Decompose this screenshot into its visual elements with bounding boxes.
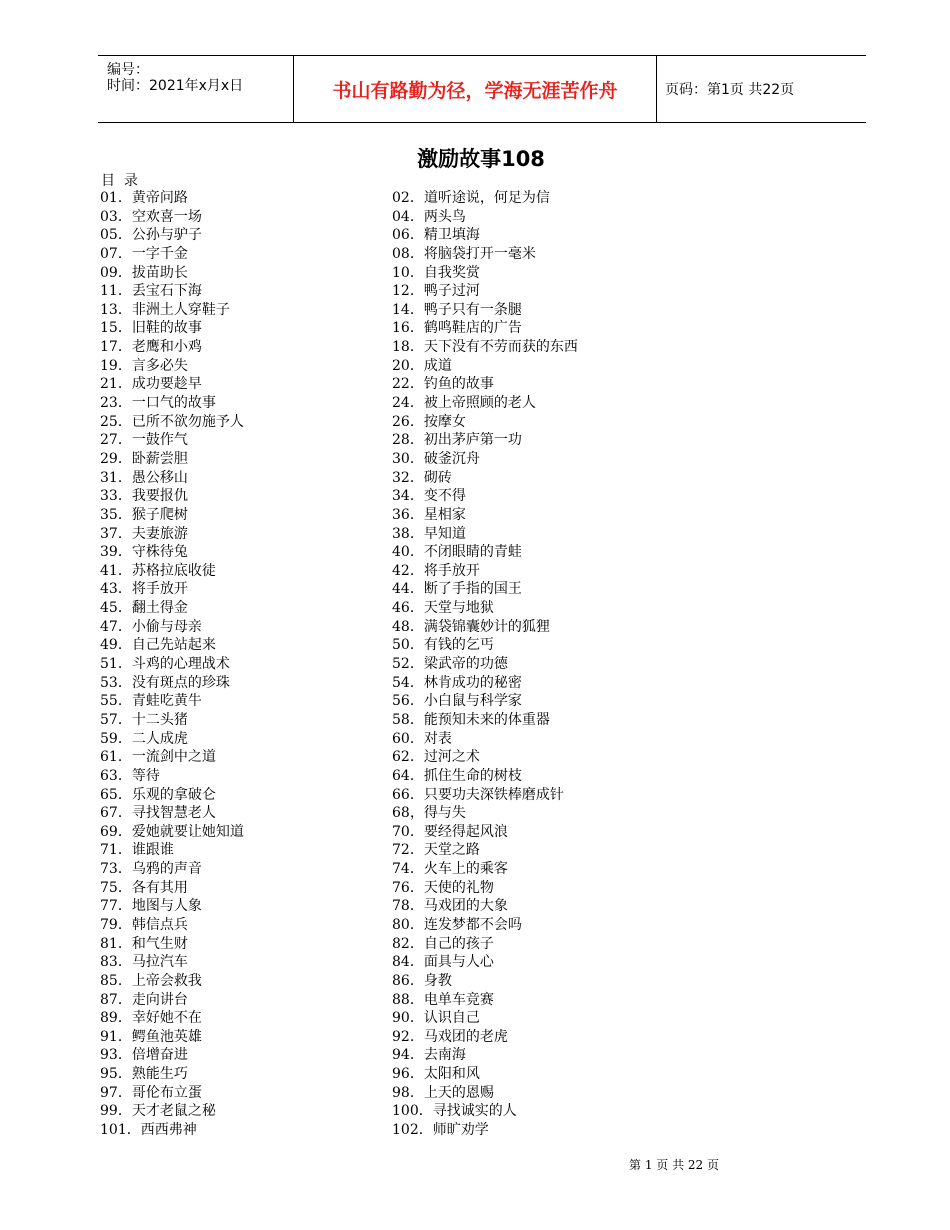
toc-item: 54．林肯成功的秘密 xyxy=(392,674,522,691)
toc-item: 93．倍增奋进 xyxy=(100,1047,188,1064)
toc-item: 12．鸭子过河 xyxy=(392,283,480,300)
toc-item: 44．断了手指的国王 xyxy=(392,581,522,598)
toc-item: 29．卧薪尝胆 xyxy=(100,450,188,467)
toc-item: 08．将脑袋打开一毫米 xyxy=(392,245,536,262)
toc-item: 22．钓鱼的故事 xyxy=(392,376,494,393)
toc-item: 19．言多必失 xyxy=(100,357,188,374)
header-meta-cell xyxy=(98,56,293,122)
toc-item: 30．破釜沉舟 xyxy=(392,450,480,467)
toc-item: 14．鸭子只有一条腿 xyxy=(392,301,522,318)
toc-right-column xyxy=(392,189,812,1140)
toc-item: 46．天堂与地狱 xyxy=(392,600,494,617)
toc-item: 13．非洲土人穿鞋子 xyxy=(100,301,230,318)
toc-item: 34．变不得 xyxy=(392,488,466,505)
toc-item: 07．一字千金 xyxy=(100,245,188,262)
toc-item: 88．电单车竞赛 xyxy=(392,991,494,1008)
toc-item: 39．守株待兔 xyxy=(100,544,188,561)
header-page-info: 页码：第1页 共22页 xyxy=(665,82,795,98)
toc-item: 89．幸好她不在 xyxy=(100,1010,202,1027)
toc-item: 37．夫妻旅游 xyxy=(100,525,188,542)
toc-item: 27．一鼓作气 xyxy=(100,432,188,449)
toc-item: 52．梁武帝的功德 xyxy=(392,656,508,673)
toc-item: 58．能预知未来的体重器 xyxy=(392,711,550,728)
toc-item: 74．火车上的乘客 xyxy=(392,861,508,878)
toc-left-column xyxy=(100,189,380,1140)
toc-item: 47．小偷与母亲 xyxy=(100,618,202,635)
toc-item: 25．已所不欲勿施予人 xyxy=(100,413,244,430)
toc-item: 41．苏格拉底收徒 xyxy=(100,562,216,579)
toc-item: 83．马拉汽车 xyxy=(100,954,188,971)
toc-item: 102．师旷劝学 xyxy=(392,1122,489,1139)
toc-item: 60．对表 xyxy=(392,730,452,747)
toc-item: 49．自己先站起来 xyxy=(100,637,216,654)
toc-item: 01．黄帝问路 xyxy=(100,190,188,206)
document-code-label: 编号： xyxy=(107,62,149,78)
toc-item: 80．连发梦都不会吗 xyxy=(392,916,522,933)
toc-item: 76．天使的礼物 xyxy=(392,879,494,896)
page-footer: 第 1 页 共 22 页 xyxy=(629,1158,719,1172)
toc-item: 32．砌砖 xyxy=(392,469,452,486)
toc-item: 85．上帝会救我 xyxy=(100,972,202,989)
toc-item: 21．成功要趁早 xyxy=(100,376,202,393)
toc-item: 71．谁跟谁 xyxy=(100,842,174,859)
toc-item: 73．乌鸦的声音 xyxy=(100,861,202,878)
toc-item: 20．成道 xyxy=(392,357,452,374)
document-title: 激励故事108 xyxy=(417,147,545,171)
toc-item: 31．愚公移山 xyxy=(100,469,188,486)
toc-item: 77．地图与人象 xyxy=(100,898,202,915)
toc-item: 09．拔苗助长 xyxy=(100,264,188,281)
toc-item: 92．马戏团的老虎 xyxy=(392,1028,508,1045)
toc-item: 63．等待 xyxy=(100,767,160,784)
toc-item: 55．青蛙吃黄牛 xyxy=(100,693,202,710)
toc-item: 72．天堂之路 xyxy=(392,842,480,859)
toc-item: 23．一口气的故事 xyxy=(100,395,216,412)
toc-item: 65．乐观的拿破仑 xyxy=(100,786,216,803)
toc-item: 90．认识自己 xyxy=(392,1010,480,1027)
toc-item: 70．要经得起风浪 xyxy=(392,823,508,840)
toc-item: 68，得与失 xyxy=(392,805,466,822)
toc-item: 18．天下没有不劳而获的东西 xyxy=(392,339,578,356)
toc-item: 75．各有其用 xyxy=(100,879,188,896)
toc-item: 24．被上帝照顾的老人 xyxy=(392,395,536,412)
toc-item: 59．二人成虎 xyxy=(100,730,188,747)
toc-item: 91．鳄鱼池英雄 xyxy=(100,1028,202,1045)
toc-heading: 目 录 xyxy=(101,173,138,189)
toc-item: 98．上天的恩赐 xyxy=(392,1084,494,1101)
toc-item: 36．星相家 xyxy=(392,506,466,523)
toc-item: 10．自我奖赏 xyxy=(392,264,480,281)
header-page-cell xyxy=(656,56,866,122)
toc-item: 35．猴子爬树 xyxy=(100,506,188,523)
toc-item: 02．道听途说，何足为信 xyxy=(392,190,550,206)
toc-item: 17．老鹰和小鸡 xyxy=(100,339,202,356)
toc-item: 11．丢宝石下海 xyxy=(100,283,202,300)
toc-item: 51．斗鸡的心理战术 xyxy=(100,656,230,673)
toc-item: 38．早知道 xyxy=(392,525,466,542)
toc-item: 82．自己的孩子 xyxy=(392,935,494,952)
header-motto: 书山有路勤为径，学海无涯苦作舟 xyxy=(332,80,618,102)
toc-item: 95．熟能生巧 xyxy=(100,1066,188,1083)
toc-item: 81．和气生财 xyxy=(100,935,188,952)
toc-item: 53．没有斑点的珍珠 xyxy=(100,674,230,691)
toc-item: 33．我要报仇 xyxy=(100,488,188,505)
toc-item: 06．精卫填海 xyxy=(392,227,480,244)
toc-item: 78．马戏团的大象 xyxy=(392,898,508,915)
toc-item: 99．天才老鼠之秘 xyxy=(100,1103,216,1120)
toc-item: 69．爱她就要让她知道 xyxy=(100,823,244,840)
document-time-label: 时间：2021年x月x日 xyxy=(107,78,244,94)
toc-item: 64．抓住生命的树枝 xyxy=(392,767,522,784)
toc-item: 50．有钱的乞丐 xyxy=(392,637,494,654)
toc-item: 04．两头鸟 xyxy=(392,208,466,225)
toc-item: 48．满袋锦囊妙计的狐狸 xyxy=(392,618,550,635)
toc-item: 100．寻找诚实的人 xyxy=(392,1103,517,1120)
header-motto-cell xyxy=(293,56,657,122)
toc-item: 79．韩信点兵 xyxy=(100,916,188,933)
toc-item: 96．太阳和风 xyxy=(392,1066,480,1083)
toc-item: 15．旧鞋的故事 xyxy=(100,320,202,337)
toc-item: 16．鹤鸣鞋店的广告 xyxy=(392,320,522,337)
toc-item: 62．过河之术 xyxy=(392,749,480,766)
toc-item: 05．公孙与驴子 xyxy=(100,227,202,244)
toc-item: 03．空欢喜一场 xyxy=(100,208,202,225)
toc-item: 86．身教 xyxy=(392,972,452,989)
toc-item: 28．初出茅庐第一功 xyxy=(392,432,522,449)
toc-item: 57．十二头猪 xyxy=(100,711,188,728)
toc-item: 42．将手放开 xyxy=(392,562,480,579)
toc-item: 67．寻找智慧老人 xyxy=(100,805,216,822)
toc-item: 87．走向讲台 xyxy=(100,991,188,1008)
toc-item: 94．去南海 xyxy=(392,1047,466,1064)
toc-item: 26．按摩女 xyxy=(392,413,466,430)
toc-item: 56．小白鼠与科学家 xyxy=(392,693,522,710)
toc-item: 97．哥伦布立蛋 xyxy=(100,1084,202,1101)
toc-item: 101．西西弗神 xyxy=(100,1122,197,1139)
toc-item: 66．只要功夫深铁棒磨成针 xyxy=(392,786,564,803)
toc-item: 43．将手放开 xyxy=(100,581,188,598)
toc-item: 61．一流剑中之道 xyxy=(100,749,216,766)
toc-item: 45．翻土得金 xyxy=(100,600,188,617)
document-header xyxy=(98,55,866,123)
toc-item: 40．不闭眼睛的青蛙 xyxy=(392,544,522,561)
toc-item: 84．面具与人心 xyxy=(392,954,494,971)
